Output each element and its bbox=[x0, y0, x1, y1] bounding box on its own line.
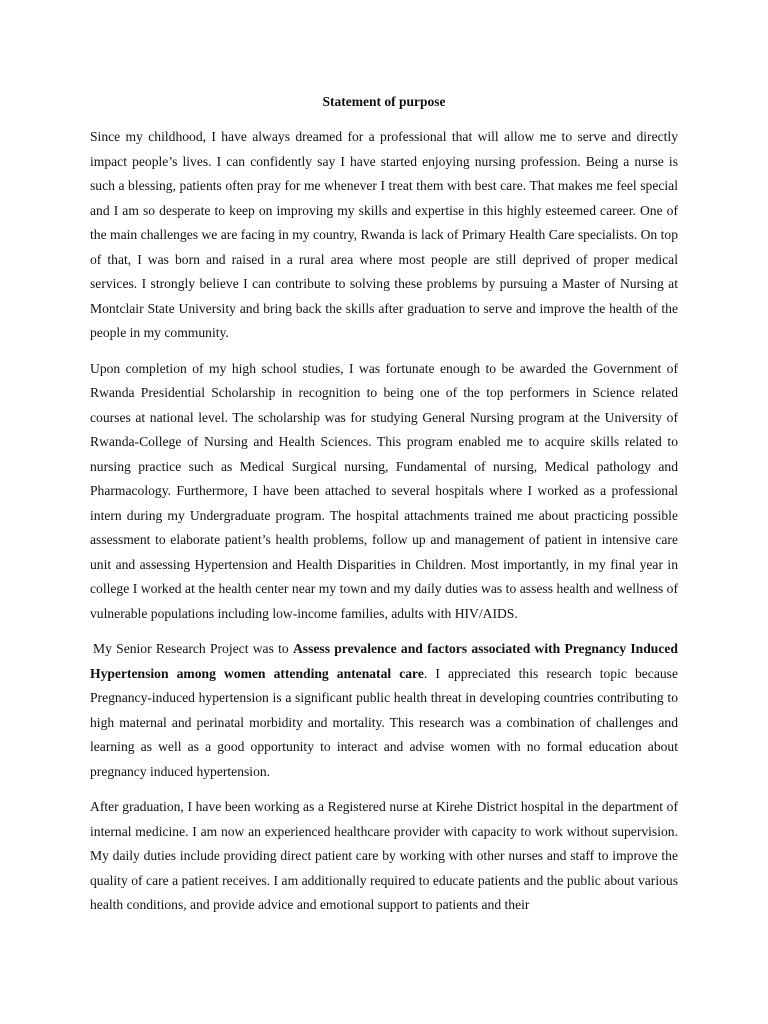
paragraph-work-experience: After graduation, I have been working as a Registered nurse at Kirehe District hospital in the department of internal medicine. I am now an experienced healthcare provider with capacity to work without supervision. My daily duties include providing direct patient care by working with other nurses and staff to improve the quality of care a patient receives. I am additionally required to educate patients and the public about various health conditions, and provide advice and emotional support to patients and their bbox=[90, 799, 678, 912]
paragraph-education: Upon completion of my high school studies, I was fortunate enough to be awarded the Government of Rwanda Presidential Scholarship in recognition to being one of the top performers in Science related courses at national level. The scholarship was for studying General Nursing program at the University of Rwanda-College of Nursing and Health Sciences. This program enabled me to acquire skills related to nursing practice such as Medical Surgical nursing, Fundamental of nursing, Medical pathology and Pharmacology. Furthermore, I have been attached to several hospitals where I worked as a professional intern during my Undergraduate program. The hospital attachments trained me about practicing possible assessment to elaborate patient’s health problems, follow up and management of patient in intensive care unit and assessing Hypertension and Health Disparities in Children. Most importantly, in my final year in college I worked at the health center near my town and my daily duties was to assess health and wellness of vulnerable populations including low-income families, adults with HIV/AIDS. bbox=[90, 360, 678, 621]
paragraph-childhood: Since my childhood, I have always dreamed for a professional that will allow me to serve and directly impact people’s lives. I can confidently say I have started enjoying nursing profession. Being a nurse is such a blessing, patients often pray for me whenever I treat them with best care. That makes me feel special and I am so desperate to keep on improving my skills and expertise in this highly esteemed career. One of the main challenges we are facing in my country, Rwanda is lack of Primary Health Care specialists. On top of that, I was born and raised in a rural area where most people are still deprived of proper medical services. I strongly believe I can contribute to solving these problems by pursuing a Master of Nursing at Montclair State University and bring back the skills after graduation to serve and improve the health of the people in my community. bbox=[90, 129, 678, 340]
paragraph-research bbox=[90, 637, 678, 784]
research-text-before: My Senior Research Project was to bbox=[93, 641, 293, 656]
research-topic-bold: Assess prevalence and factors associated with Pregnancy Induced Hypertension among women attending antenatal care bbox=[90, 641, 678, 681]
document-title: Statement of purpose bbox=[322, 94, 446, 109]
research-text-after: . I appreciated this research topic because Pregnancy-induced hypertension is a significant public health threat in developing countries contributing to high maternal and perinatal morbidity and mortality. This research was a combination of challenges and learning as well as a good opportunity to interact and advise women with no formal education about pregnancy induced hypertension. bbox=[90, 665, 678, 779]
